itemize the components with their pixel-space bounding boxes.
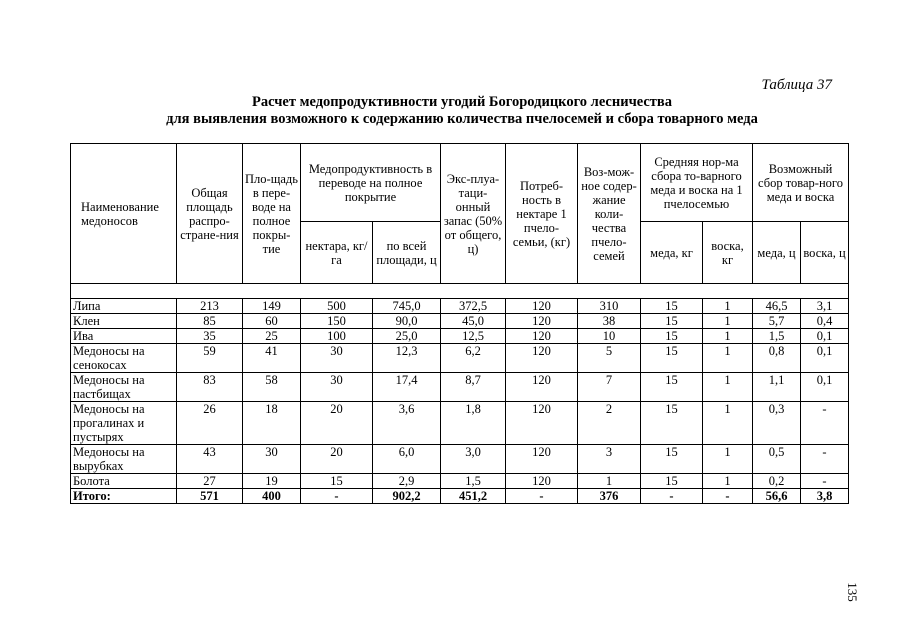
cell-wax: 0,1	[801, 329, 849, 344]
cell-honey: 0,2	[753, 474, 801, 489]
cell-avg-wax: 1	[703, 373, 753, 402]
table-row	[71, 329, 849, 344]
cell-area-converted: 41	[243, 344, 301, 373]
cell-need: 120	[506, 402, 578, 445]
cell-reserve: 45,0	[441, 314, 506, 329]
table-title-line-2: для выявления возможного к содержанию количества пчелосемей и сбора товарного меда	[166, 111, 758, 127]
cell-need: 120	[506, 474, 578, 489]
cell-avg-honey: 15	[641, 299, 703, 314]
cell-honey: 1,5	[753, 329, 801, 344]
header-name: Наименование медоносов	[71, 144, 177, 284]
cell-area-total: 35	[177, 329, 243, 344]
cell-name: Липа	[71, 299, 177, 314]
cell-area-total: 213	[177, 299, 243, 314]
cell-avg-honey: 15	[641, 314, 703, 329]
cell-nectar: 15	[301, 474, 373, 489]
cell-reserve: 1,8	[441, 402, 506, 445]
cell-total: 745,0	[373, 299, 441, 314]
header-productivity-nectar: нектара, кг/га	[301, 222, 373, 284]
cell-nectar: 30	[301, 344, 373, 373]
cell-honey: 0,5	[753, 445, 801, 474]
cell-reserve: 12,5	[441, 329, 506, 344]
cell-reserve: 6,2	[441, 344, 506, 373]
table-row	[71, 299, 849, 314]
cell-total: 17,4	[373, 373, 441, 402]
cell-avg-wax: 1	[703, 329, 753, 344]
cell-avg-honey: 15	[641, 344, 703, 373]
cell-avg-honey: -	[641, 489, 703, 504]
table-label: Таблица 37	[761, 77, 832, 93]
cell-wax: -	[801, 474, 849, 489]
cell-total: 902,2	[373, 489, 441, 504]
cell-need: 120	[506, 314, 578, 329]
table-row	[71, 314, 849, 329]
cell-area-total: 83	[177, 373, 243, 402]
header-avg-wax: воска, кг	[703, 222, 753, 284]
table-row	[71, 474, 849, 489]
cell-need: -	[506, 489, 578, 504]
cell-honey: 5,7	[753, 314, 801, 329]
cell-avg-wax: 1	[703, 474, 753, 489]
cell-total: 3,6	[373, 402, 441, 445]
cell-count: 310	[578, 299, 641, 314]
cell-avg-honey: 15	[641, 402, 703, 445]
cell-area-converted: 19	[243, 474, 301, 489]
cell-total: 25,0	[373, 329, 441, 344]
cell-name: Медоносы на пастбищах	[71, 373, 177, 402]
cell-reserve: 451,2	[441, 489, 506, 504]
table-title-line-1: Расчет медопродуктивности угодий Богородицкого лесничества	[251, 94, 673, 110]
header-possible-count: Воз-мож-ное содер-жание коли-чества пчело-семей	[578, 144, 641, 284]
cell-avg-wax: 1	[703, 299, 753, 314]
cell-total: 6,0	[373, 445, 441, 474]
cell-area-converted: 58	[243, 373, 301, 402]
header-productivity-total: по всей площади, ц	[373, 222, 441, 284]
header-reserve: Экс-плуа-таци-онный запас (50% от общего, ц)	[441, 144, 506, 284]
cell-area-converted: 18	[243, 402, 301, 445]
cell-nectar: -	[301, 489, 373, 504]
header-avg-norm: Средняя нор-ма сбора то-варного меда и воска на 1 пчелосемью	[641, 144, 753, 222]
cell-area-converted: 30	[243, 445, 301, 474]
cell-count: 2	[578, 402, 641, 445]
table-row	[71, 445, 849, 474]
cell-need: 120	[506, 329, 578, 344]
cell-honey: 56,6	[753, 489, 801, 504]
header-possible-yield: Возможный сбор товар-ного меда и воска	[753, 144, 849, 222]
header-area-total: Общая площадь распро-стране-ния	[177, 144, 243, 284]
cell-name: Медоносы на сенокосах	[71, 344, 177, 373]
cell-avg-honey: 15	[641, 474, 703, 489]
cell-nectar: 150	[301, 314, 373, 329]
cell-count: 376	[578, 489, 641, 504]
cell-name: Болота	[71, 474, 177, 489]
cell-count: 38	[578, 314, 641, 329]
cell-avg-wax: 1	[703, 314, 753, 329]
table-row	[71, 373, 849, 402]
cell-avg-wax: -	[703, 489, 753, 504]
cell-count: 3	[578, 445, 641, 474]
cell-nectar: 20	[301, 402, 373, 445]
cell-honey: 46,5	[753, 299, 801, 314]
cell-wax: 0,1	[801, 344, 849, 373]
cell-count: 7	[578, 373, 641, 402]
cell-name: Медоносы на прогалинах и пустырях	[71, 402, 177, 445]
cell-name: Ива	[71, 329, 177, 344]
cell-reserve: 372,5	[441, 299, 506, 314]
cell-area-total: 59	[177, 344, 243, 373]
cell-wax: 3,8	[801, 489, 849, 504]
cell-area-converted: 60	[243, 314, 301, 329]
cell-area-total: 26	[177, 402, 243, 445]
cell-area-converted: 25	[243, 329, 301, 344]
header-area-converted: Пло-щадь в пере-воде на полное покры-тие	[243, 144, 301, 284]
cell-area-converted: 400	[243, 489, 301, 504]
header-avg-honey: меда, кг	[641, 222, 703, 284]
cell-total: 90,0	[373, 314, 441, 329]
cell-wax: -	[801, 445, 849, 474]
cell-honey: 1,1	[753, 373, 801, 402]
honey-productivity-table	[70, 143, 849, 504]
header-yield-honey: меда, ц	[753, 222, 801, 284]
cell-name: Медоносы на вырубках	[71, 445, 177, 474]
cell-nectar: 30	[301, 373, 373, 402]
cell-area-total: 27	[177, 474, 243, 489]
table-row	[71, 344, 849, 373]
cell-avg-honey: 15	[641, 373, 703, 402]
cell-need: 120	[506, 445, 578, 474]
cell-area-total: 85	[177, 314, 243, 329]
cell-reserve: 3,0	[441, 445, 506, 474]
cell-avg-honey: 15	[641, 329, 703, 344]
header-yield-wax: воска, ц	[801, 222, 849, 284]
cell-honey: 0,8	[753, 344, 801, 373]
page-number: 135	[844, 582, 860, 602]
cell-count: 10	[578, 329, 641, 344]
total-row	[71, 489, 849, 504]
table-row	[71, 402, 849, 445]
cell-name: Итого:	[71, 489, 177, 504]
cell-need: 120	[506, 299, 578, 314]
cell-avg-wax: 1	[703, 445, 753, 474]
header-productivity: Медопродуктивность в переводе на полное покрытие	[301, 144, 441, 222]
cell-name: Клен	[71, 314, 177, 329]
cell-reserve: 1,5	[441, 474, 506, 489]
cell-avg-wax: 1	[703, 344, 753, 373]
cell-wax: 0,1	[801, 373, 849, 402]
cell-wax: 3,1	[801, 299, 849, 314]
header-need: Потреб-ность в нектаре 1 пчело-семьи, (кг)	[506, 144, 578, 284]
cell-reserve: 8,7	[441, 373, 506, 402]
cell-total: 12,3	[373, 344, 441, 373]
cell-area-total: 571	[177, 489, 243, 504]
cell-total: 2,9	[373, 474, 441, 489]
cell-honey: 0,3	[753, 402, 801, 445]
cell-count: 1	[578, 474, 641, 489]
cell-wax: 0,4	[801, 314, 849, 329]
spacer-row	[71, 284, 849, 299]
cell-avg-wax: 1	[703, 402, 753, 445]
cell-count: 5	[578, 344, 641, 373]
cell-nectar: 20	[301, 445, 373, 474]
cell-need: 120	[506, 344, 578, 373]
cell-need: 120	[506, 373, 578, 402]
cell-wax: -	[801, 402, 849, 445]
cell-nectar: 100	[301, 329, 373, 344]
cell-nectar: 500	[301, 299, 373, 314]
cell-area-converted: 149	[243, 299, 301, 314]
cell-avg-honey: 15	[641, 445, 703, 474]
cell-area-total: 43	[177, 445, 243, 474]
